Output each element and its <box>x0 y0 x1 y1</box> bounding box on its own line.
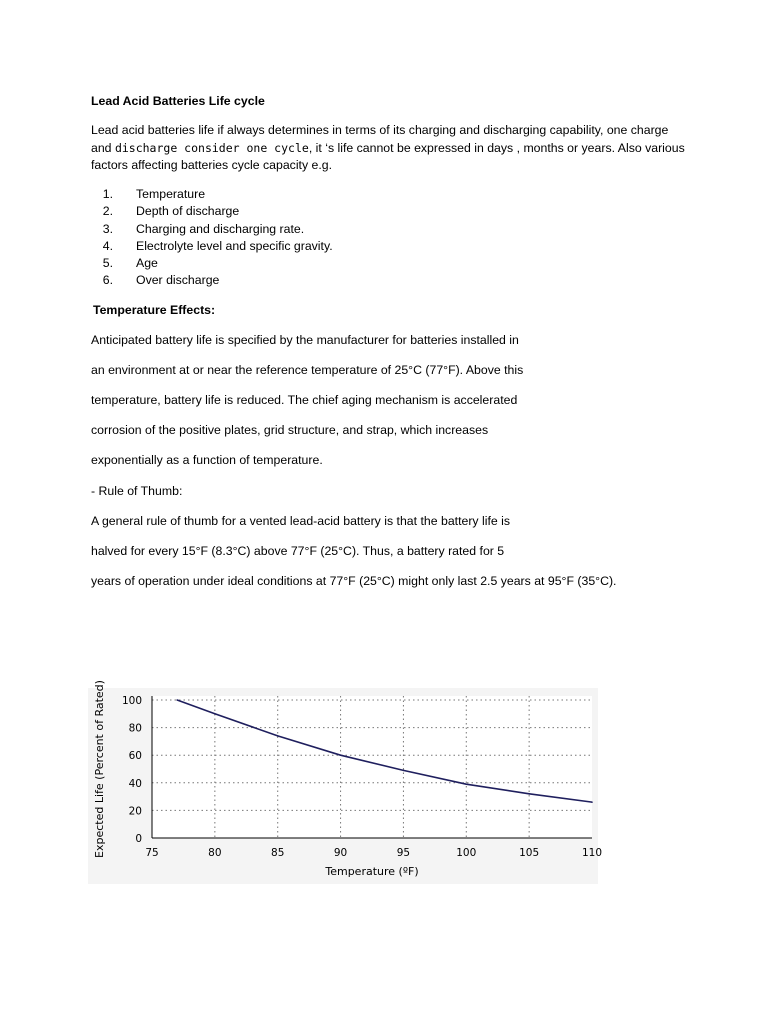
list-item-number: 2. <box>102 204 113 219</box>
list-item-number: 6. <box>102 273 113 288</box>
plot-area <box>152 696 592 838</box>
data-point <box>176 699 178 701</box>
x-tick-label: 100 <box>456 847 477 859</box>
data-point <box>277 735 279 737</box>
temperature-life-chart <box>88 680 603 884</box>
x-tick-label: 85 <box>271 847 285 859</box>
body-line: corrosion of the positive plates, grid structure, and strap, which increases <box>91 423 489 437</box>
body-line: temperature, battery life is reduced. The chief aging mechanism is accelerated <box>91 393 518 407</box>
list-item-number: 4. <box>102 238 113 253</box>
list-item-text: Depth of discharge <box>136 204 240 219</box>
x-tick-label: 80 <box>208 847 222 859</box>
list-item <box>91 186 333 203</box>
rule-of-thumb-label: - Rule of Thumb: <box>91 484 183 498</box>
list-item-text: Charging and discharging rate. <box>136 221 305 236</box>
list-item-text: Temperature <box>136 187 206 201</box>
intro-paragraph <box>91 122 691 175</box>
y-tick-label: 0 <box>135 833 142 845</box>
list-item-text: Age <box>136 256 158 271</box>
y-tick-label: 80 <box>128 722 142 735</box>
body-line: Anticipated battery life is specified by the manufacturer for batteries installed in <box>91 333 519 347</box>
x-tick-label: 110 <box>581 847 603 859</box>
x-tick-label: 75 <box>145 847 159 859</box>
data-point <box>214 713 216 715</box>
y-tick-label: 40 <box>128 777 142 790</box>
body-line: A general rule of thumb for a vented lead-acid battery is that the battery life is <box>91 514 511 528</box>
y-tick-label: 20 <box>128 805 142 818</box>
body-line: exponentially as a function of temperature. <box>91 453 323 467</box>
section-heading: Temperature Effects: <box>93 303 216 317</box>
data-point <box>403 770 405 772</box>
list-item <box>91 221 333 238</box>
list-item <box>91 255 333 272</box>
intro-text-mono: discharge consider one cycle <box>114 140 309 155</box>
body-line: an environment at or near the reference temperature of 25°C (77°F). Above this <box>91 363 524 377</box>
list-item <box>91 272 333 289</box>
data-point <box>591 801 593 803</box>
list-item-number: 1. <box>102 187 113 201</box>
body-line: years of operation under ideal conditions at 77°F (25°C) might only last 2.5 years at 95°F (35°C). <box>91 574 617 588</box>
y-tick-label: 60 <box>128 750 142 763</box>
list-item <box>91 238 333 255</box>
body-line: halved for every 15°F (8.3°C) above 77°F (25°C). Thus, a battery rated for 5 <box>91 544 505 558</box>
y-axis-title: Expected Life (Percent of Rated) <box>93 680 106 858</box>
data-point <box>465 783 467 785</box>
x-tick-label: 95 <box>396 847 411 859</box>
x-tick-label: 90 <box>333 847 348 859</box>
data-point <box>528 793 530 795</box>
list-item-number: 3. <box>102 221 113 236</box>
intro-text-part1: Lead acid batteries life if always determines in terms of its charging and discharging capability, one charge and <box>91 123 669 155</box>
list-item <box>91 203 333 220</box>
y-tick-label: 100 <box>121 695 142 707</box>
factors-list <box>91 186 333 290</box>
x-tick-label: 105 <box>519 847 540 859</box>
list-item-number: 5. <box>102 256 113 271</box>
data-point <box>340 754 342 756</box>
x-axis-title: Temperature (ºF) <box>325 865 419 878</box>
list-item-text: Electrolyte level and specific gravity. <box>136 238 333 253</box>
intro-text-part2: , it ‘s life cannot be expressed in days , months or years. Also various factors affecting batteries cycle capacity e.g. <box>91 140 685 172</box>
chart-svg <box>88 680 603 884</box>
document-title: Lead Acid Batteries Life cycle <box>91 94 265 108</box>
list-item-text: Over discharge <box>136 273 220 288</box>
